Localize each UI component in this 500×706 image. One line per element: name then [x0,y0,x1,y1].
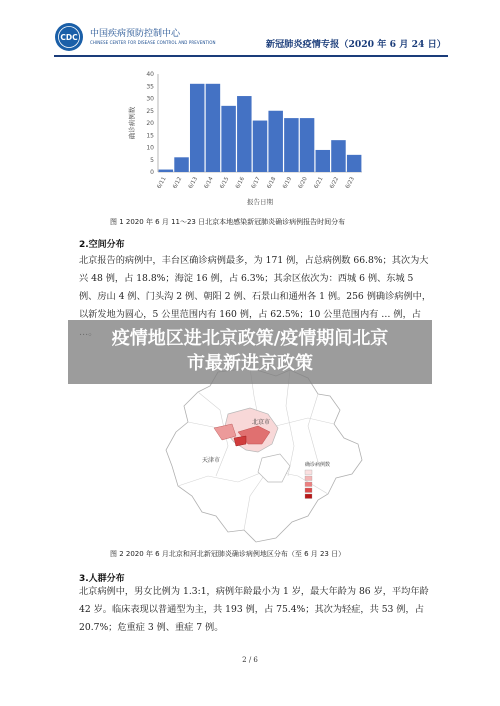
legend-swatch [305,482,312,487]
legend-swatch [305,488,312,493]
legend-swatch [305,494,312,499]
legend [305,470,312,499]
x-tick-label: 6/16 [234,176,247,190]
y-tick-label: 10 [146,144,154,152]
header-divider [54,55,448,57]
org-name-en: CHINESE CENTER FOR DISEASE CONTROL AND PREVENTION [90,40,216,45]
bar [347,155,361,172]
x-tick-label: 6/17 [250,176,262,190]
x-tick-label: 6/23 [344,176,356,190]
y-tick-label: 30 [146,95,154,103]
map-label-tianjin: 天津市 [202,457,221,464]
x-tick-label: 6/22 [329,176,341,190]
x-tick-label: 6/14 [203,176,215,190]
case-report-bar-chart [120,66,382,212]
bar [300,118,314,172]
headline-text[interactable] [68,326,432,376]
bar [174,157,188,172]
legend-swatch [305,470,312,475]
y-tick-label: 20 [146,120,154,127]
x-tick-label: 6/11 [156,176,168,190]
highlight-district-3 [234,436,246,446]
bar [190,84,204,172]
org-name-cn: 中国疾病预防控制中心 [90,29,181,39]
page-number: 2 / 6 [242,656,258,664]
section2-heading: 2.空间分布 [79,240,125,250]
bar [284,118,298,172]
bar [316,150,330,172]
figure2-caption: 图 2 2020 年 6 月北京和河北新冠肺炎确诊病例地区分布（至 6 月 23 日） [110,550,346,558]
y-axis-title: 确诊病例数 [128,106,136,140]
bar [221,106,235,172]
bar [159,170,173,172]
y-tick-label: 35 [146,83,154,91]
y-tick-label: 15 [146,132,154,140]
x-tick-label: 6/21 [313,176,325,190]
figure1-caption: 图 1 2020 年 6 月 11～23 日北京本地感染新冠肺炎确诊病例报告时间分布 [110,218,346,226]
bar [331,140,345,172]
headline-line2[interactable]: 市最新进京政策 [187,353,313,374]
y-tick-label: 40 [146,71,154,78]
headline-overlay[interactable] [68,320,432,384]
map-label-beijing: 北京市 [252,419,271,426]
section3-text: 北京病例中，男女比例为 1.3:1，病例年龄最小为 1 岁，最大年龄为 86 岁，平均年龄 42 岁。临床表现以普通型为主，共 193 例，占 75.4%；其次为轻症，共 53 例，占 20.7%；危重症 3 例、重症 7 例。 [79,586,429,633]
hebei-region [166,368,362,542]
x-tick-label: 6/13 [187,176,199,190]
x-tick-label: 6/18 [266,176,278,190]
section2-text: 北京报告的病例中，丰台区确诊病例最多，为 171 例，占总病例数 66.8%；其次为大兴 48 例，占 18.8%；海淀 16 例，占 6.3%；其余区依次为：西城 6 例、东城 5 例、房山 4 例、门头沟 2 例、朝阳 2 例、石景山和通州各 1 例。256 例确诊病例中，以新发地为圆心，5 公里范围内有 160 例，占 62.5%；10 公里范围内有 … 例，占 [79,255,432,320]
bar [237,96,251,172]
beijing-hebei-map [158,366,370,546]
headline-line1[interactable]: 疫情地区进北京政策/疫情期间北京 [111,328,389,349]
bar [206,84,220,172]
legend-title: 确诊病例数 [305,462,331,468]
y-tick-label: 0 [150,169,154,176]
page-header [0,0,500,56]
report-title: 新冠肺炎疫情专报（2020 年 6 月 24 日） [265,39,446,50]
cdc-logo [54,22,84,52]
x-tick-label: 6/12 [172,176,184,190]
section3-heading: 3.人群分布 [79,574,125,584]
legend-swatch [305,476,312,481]
x-tick-label: 6/15 [219,176,231,190]
y-tick-label: 25 [146,107,154,115]
bar [268,111,282,172]
x-tick-label: 6/20 [297,176,309,190]
logo-text: CDC [60,33,78,42]
y-tick-label: 5 [150,156,154,164]
bar [253,121,267,172]
x-axis-title: 报告日期 [247,198,273,206]
x-tick-label: 6/19 [282,176,294,190]
